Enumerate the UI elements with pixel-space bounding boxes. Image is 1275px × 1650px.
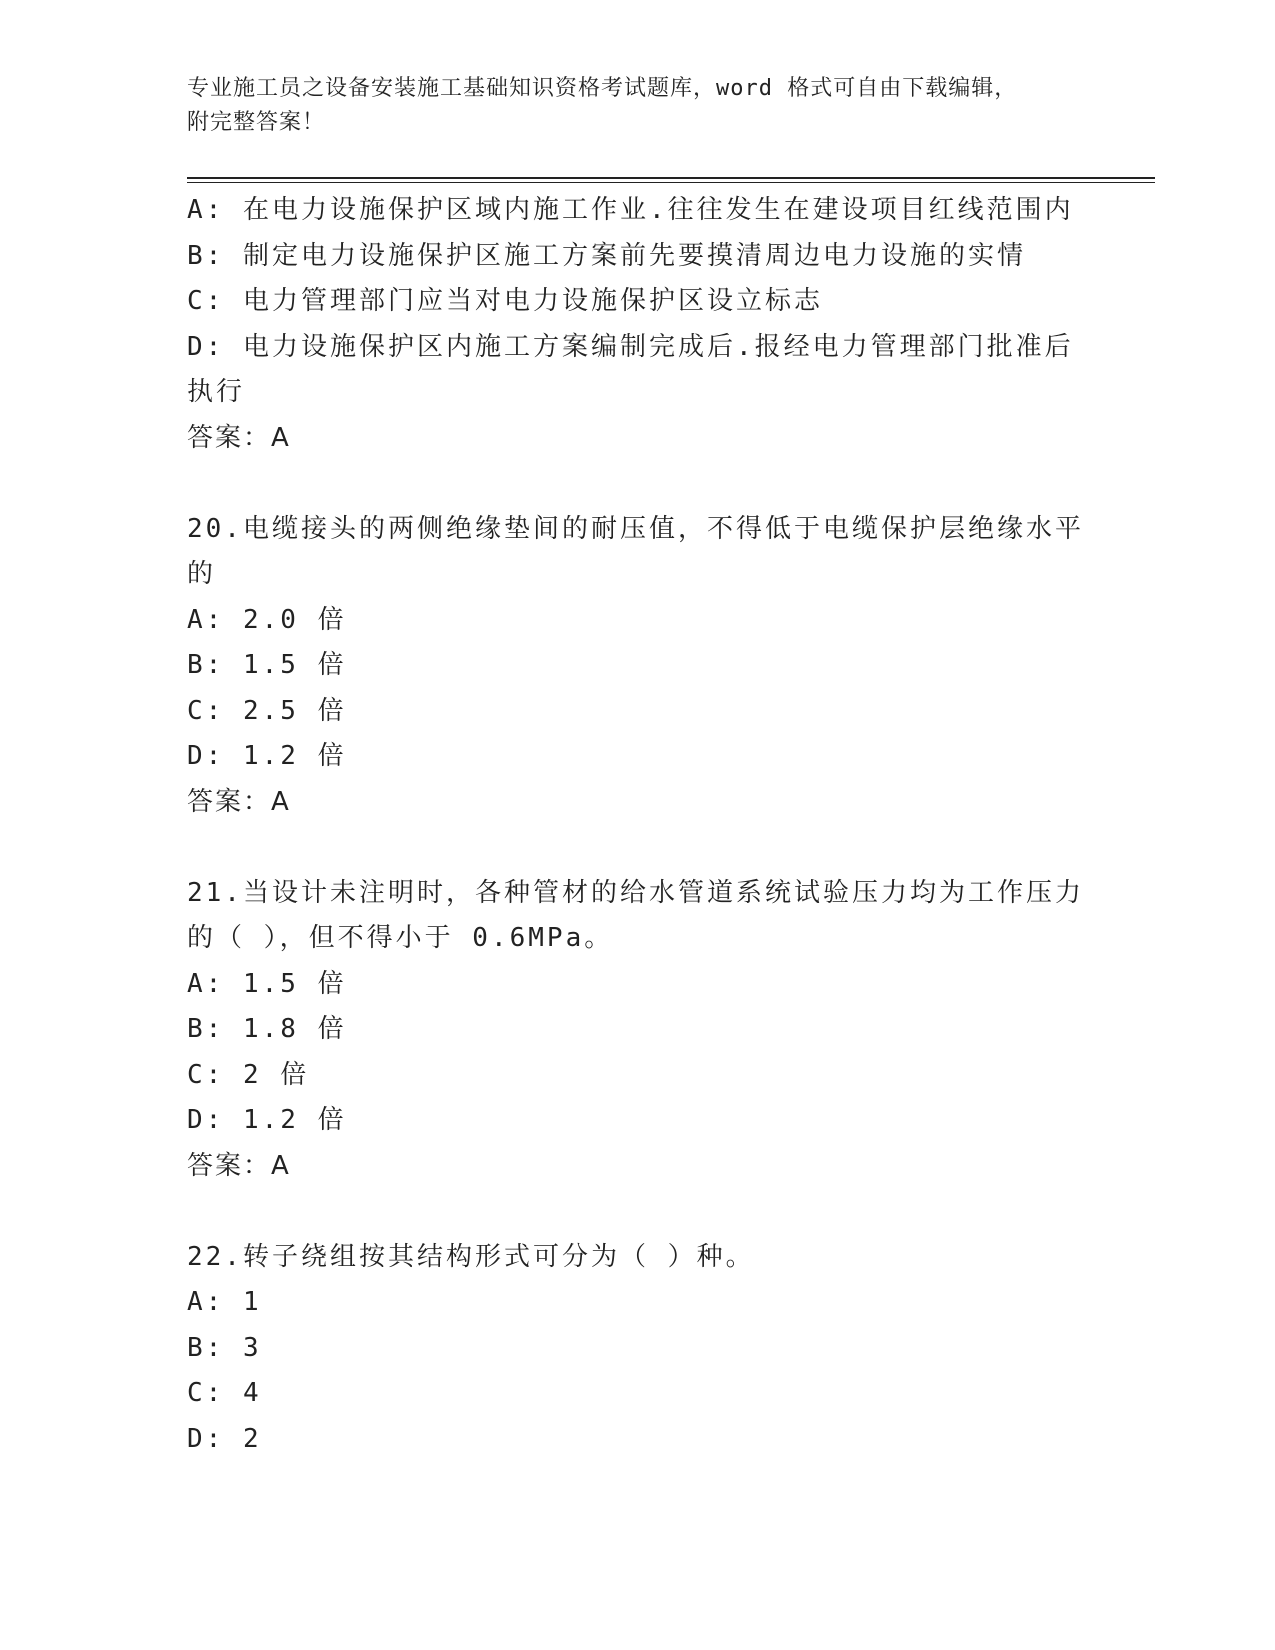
answer-label: 答案：A bbox=[187, 422, 291, 453]
option-b: B: 1.8 倍 bbox=[187, 1014, 347, 1044]
option-a: A: 在电力设施保护区域内施工作业.往往发生在建设项目红线范围内 bbox=[187, 195, 1074, 225]
option-c: C: 电力管理部门应当对电力设施保护区设立标志 bbox=[187, 286, 823, 316]
question-list bbox=[187, 188, 1087, 1462]
document-header bbox=[187, 72, 1087, 140]
option-a: A: 2.0 倍 bbox=[187, 604, 347, 635]
option-d: D: 1.2 倍 bbox=[187, 1105, 347, 1135]
option-a: A: 1.5 倍 bbox=[187, 968, 347, 999]
spacer bbox=[187, 825, 1087, 871]
option-d-continued: 执行 bbox=[187, 377, 246, 407]
question-stem: 22.转子绕组按其结构形式可分为（ ）种。 bbox=[187, 1241, 755, 1272]
option-b: B: 制定电力设施保护区施工方案前先要摸清周边电力设施的实情 bbox=[187, 240, 1026, 271]
spacer bbox=[187, 1189, 1087, 1235]
option-b: B: 3 bbox=[187, 1332, 262, 1363]
option-d: D: 2 bbox=[187, 1423, 262, 1454]
answer-label: 答案：A bbox=[187, 1150, 291, 1181]
option-c: C: 2.5 倍 bbox=[187, 695, 347, 726]
option-d: D: 1.2 倍 bbox=[187, 741, 347, 771]
header-line-2: 附完整答案！ bbox=[187, 110, 326, 135]
option-c: C: 4 bbox=[187, 1378, 262, 1408]
question-21-block bbox=[187, 871, 1087, 1190]
question-19-block bbox=[187, 188, 1087, 461]
question-stem: 20.电缆接头的两侧绝缘垫间的耐压值，不得低于电缆保护层绝缘水平 bbox=[187, 513, 1084, 544]
answer-label: 答案：A bbox=[187, 786, 291, 817]
header-line-1: 专业施工员之设备安装施工基础知识资格考试题库，word 格式可自由下载编辑， bbox=[187, 76, 1018, 101]
spacer bbox=[187, 461, 1087, 507]
question-20-block bbox=[187, 507, 1087, 826]
question-stem-continued: 的 bbox=[187, 559, 217, 589]
question-stem: 21.当设计未注明时，各种管材的给水管道系统试验压力均为工作压力 bbox=[187, 877, 1084, 908]
option-a: A: 1 bbox=[187, 1287, 262, 1317]
option-c: C: 2 倍 bbox=[187, 1059, 310, 1090]
question-22-block bbox=[187, 1235, 1087, 1463]
header-divider-thin bbox=[187, 182, 1155, 183]
option-d: D: 电力设施保护区内施工方案编制完成后.报经电力管理部门批准后 bbox=[187, 331, 1074, 362]
header-divider-thick bbox=[187, 177, 1155, 179]
question-stem-continued: 的（ ），但不得小于 0.6MPa。 bbox=[187, 923, 614, 953]
option-b: B: 1.5 倍 bbox=[187, 650, 347, 680]
